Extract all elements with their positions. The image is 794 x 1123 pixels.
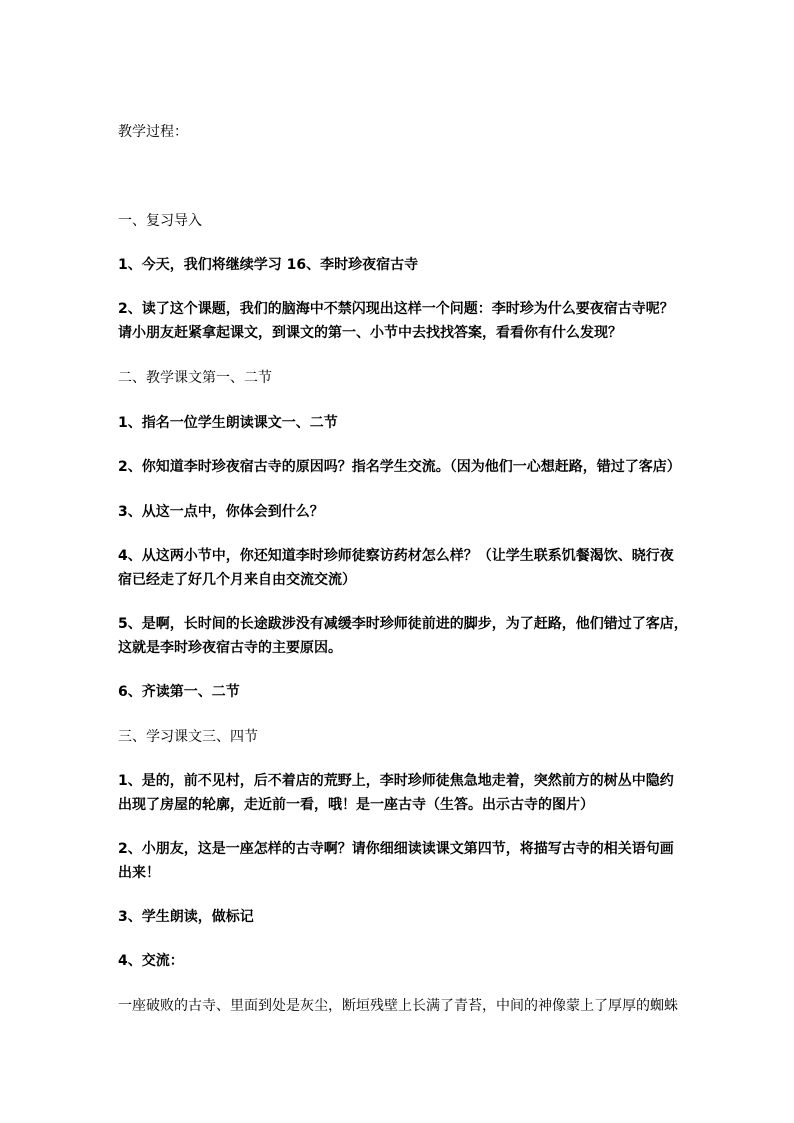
paragraph-line: 1、今天，我们将继续学习 16、李时珍夜宿古寺 [118,257,419,273]
paragraph-line: 6、齐读第一、二节 [118,684,240,700]
paragraph-line: 出现了房屋的轮廓，走近前一看，哦！是一座古寺（生答。出示古寺的图片） [118,797,594,813]
paragraph-line: 1、指名一位学生朗读课文一、二节 [118,415,338,431]
paragraph-line: 4、从这两小节中，你还知道李时珍师徒察访药材怎么样？（让学生联系饥餐渴饮、晓行夜 [118,548,674,564]
paragraph-line: 1、是的，前不见村，后不着店的荒野上，李时珍师徒焦急地走着，突然前方的树丛中隐约 [118,773,674,789]
paragraph-line: 5、是啊，长时间的长途跋涉没有减缓李时珍师徒前进的脚步，为了赶路，他们错过了客店， [118,616,688,632]
section-title: 三、学习课文三、四节 [118,729,258,745]
paragraph-line: 宿已经走了好几个月来自由交流交流） [118,572,356,588]
paragraph-line: 3、从这一点中，你体会到什么？ [118,504,324,520]
paragraph-line: 3、学生朗读，做标记 [118,909,254,925]
paragraph-line: 这就是李时珍夜宿古寺的主要原因。 [118,640,342,656]
paragraph-line: 2、小朋友，这是一座怎样的古寺啊？请你细细读读课文第四节，将描写古寺的相关语句画 [118,841,674,857]
document-heading: 教学过程： [118,124,188,140]
section-title: 一、复习导入 [118,213,202,229]
paragraph-line: 2、你知道李时珍夜宿古寺的原因吗？指名学生交流。（因为他们一心想赶路，错过了客店） [118,459,681,475]
paragraph-line: 2、读了这个课题，我们的脑海中不禁闪现出这样一个问题：李时珍为什么要夜宿古寺呢？ [118,301,674,317]
paragraph-line: 出来！ [118,865,160,881]
section-title: 二、教学课文第一、二节 [118,370,272,386]
paragraph-line: 请小朋友赶紧拿起课文，到课文的第一、小节中去找找答案，看看你有什么发现？ [118,325,622,341]
closing-line: 一座破败的古寺、里面到处是灰尘，断垣残壁上长满了青苔，中间的神像蒙上了厚厚的蜘蛛 [118,998,678,1014]
paragraph-line: 4、交流： [118,953,184,969]
